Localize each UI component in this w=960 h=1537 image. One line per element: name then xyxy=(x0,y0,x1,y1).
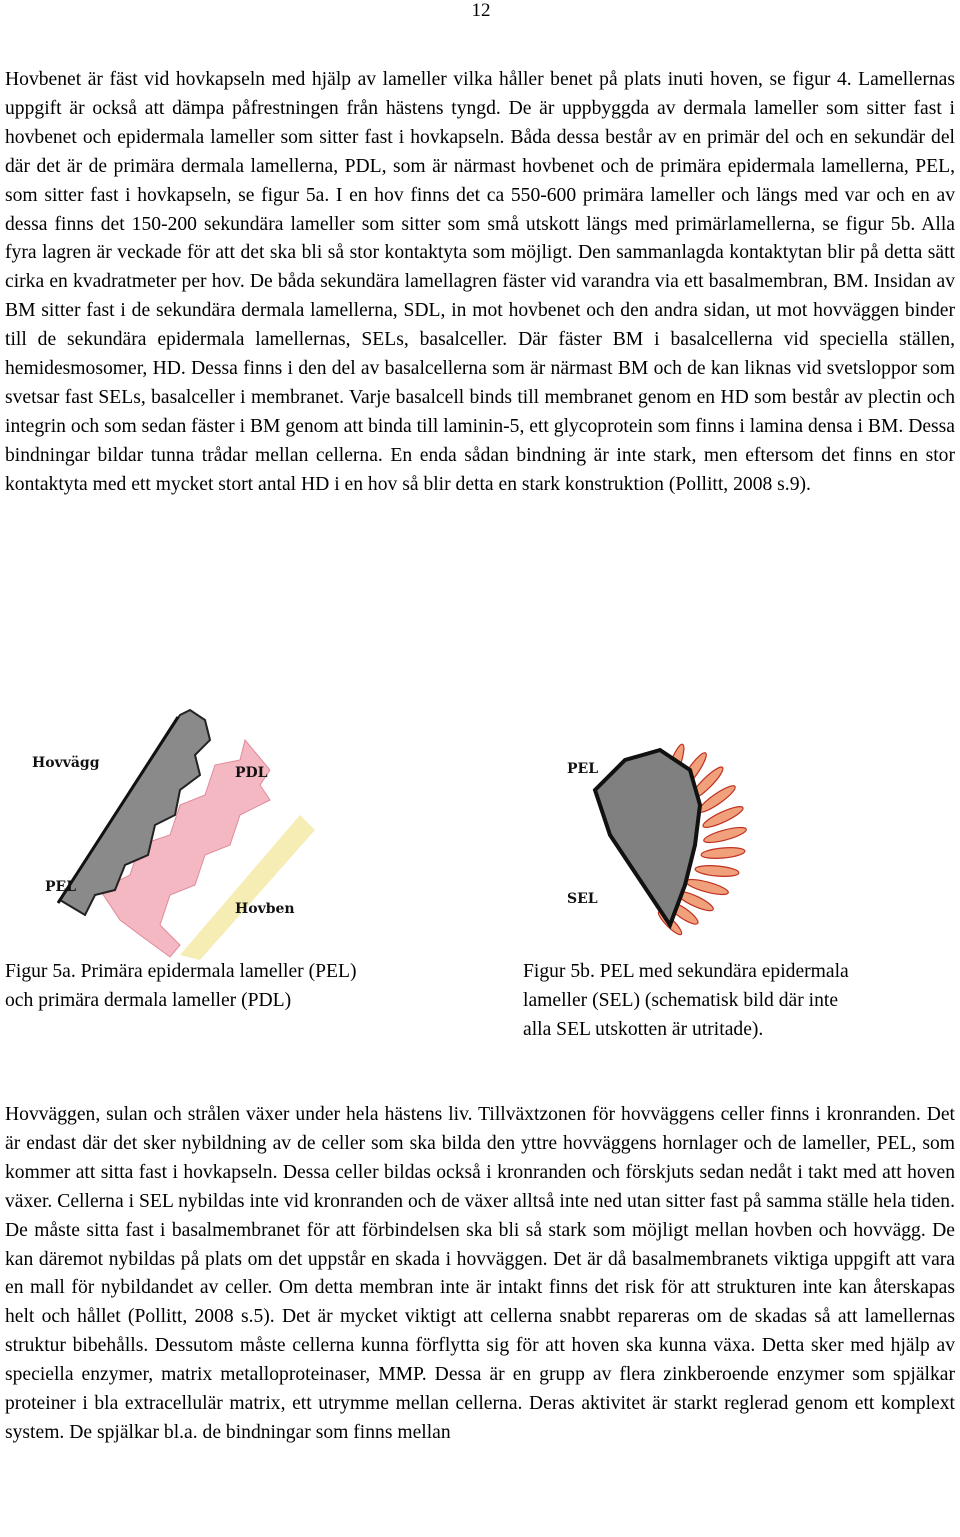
figure-5b-caption-line-1: Figur 5b. PEL med sekundära epidermala xyxy=(523,961,849,982)
label-hovvagg: Hovvägg xyxy=(32,755,100,771)
figure-5a-caption-line-1: Figur 5a. Primära epidermala lameller (PEL) xyxy=(5,961,357,982)
page-number: 12 xyxy=(471,0,491,21)
figure-5b-caption-line-2: lameller (SEL) (schematisk bild där inte xyxy=(523,990,839,1011)
body-paragraph-1: Hovbenet är fäst vid hovkapseln med hjälp av lameller vilka håller benet på plats inuti hoven, se figur 4. Lamellernas uppgift är också att dämpa påfrestningen från hästens tyngd. De är uppbyggda av dermala lameller som sitter fast i hovbenet och epidermala lameller som sitter fast i hovkapseln. Båda dessa består av en primär del och en sekundär del där det är de primära dermala lamellerna, PDL, som är närmast hovbenet och de primära epidermala lamellerna, PEL, som sitter fast i hovkapseln, se figur 5a. I en hov finns det ca 550-600 primära lameller och längs med var och en av dessa finns det 150-200 sekundära lameller som sitter som små utskott längs med primärlamellerna, se figur 5b. Alla fyra lagren är veckade för att det ska bli så stor kontaktyta som möjligt. Den sammanlagda kontaktytan blir på detta sätt cirka en kvadratmeter per hov. De båda sekundära lamellagren fäster vid varandra via ett basalmembran, BM. Insidan av BM sitter fast i de sekundära dermala lamellerna, SDL, in mot hovbenet och den andra sidan, ut mot hovväggen binder till de sekundära epidermala lamellernas, SELs, basalceller. Där fäster BM i basalcellerna vid speciella ställen, hemidesmosomer, HD. Dessa finns i den del av basalcellerna som är närmast BM och de kan liknas vid svetsloppor som svetsar fast SELs, basalceller i membranet. Varje basalcell binds till membranet genom en HD som består av plectin och integrin och som sedan fäster i BM genom att binda till laminin-5, ett glycoprotein som finns i lamina densa i BM. Dessa bindningar bildar tunna trådar mellan cellerna. En enda sådan bindning är inte stark, men eftersom det finns en stor kontaktyta med ett mycket stort antal HD i en hov så blir detta en stark konstruktion (Pollitt, 2008 s.9). xyxy=(5,69,955,495)
figure-5b-caption-line-3: alla SEL utskotten är utritade). xyxy=(523,1019,764,1040)
figure-5b-diagram xyxy=(555,735,755,940)
figure-5a-caption-line-2: och primära dermala lameller (PDL) xyxy=(5,990,292,1011)
figure-5a-svg xyxy=(30,705,330,960)
figure-5b-caption xyxy=(523,957,955,1044)
body-paragraph-2: Hovväggen, sulan och strålen växer under hela hästens liv. Tillväxtzonen för hovväggens celler finns i kronranden. Det är endast där det sker nybildning av de celler som ska bilda den yttre hovväggens hornlager och de lameller, PEL, som kommer att sitta fast i hovkapseln. Dessa celler bildas också i kronranden och förskjuts sedan nedåt i takt med att hoven växer. Cellerna i SEL nybildas inte vid kronranden och de växer alltså inte ned utan sitter fast på samma ställe hela tiden. De måste sitta fast i basalmembranet för att förbindelsen ska bli så stark som möjligt mellan hovben och hovvägg. De kan däremot nybildas på plats om det uppstår en skada i hovväggen. Det är då basalmembranets viktiga uppgift att vara en mall för nybildandet av celler. Om detta membran inte är intakt finns det risk för att strukturen inte kan återskapas helt och hållet (Pollitt, 2008 s.5). Det är mycket viktigt att cellerna snabbt repareras om de skadas så att lamellernas struktur bibehålls. Dessutom måste cellerna kunna förflytta sig för att hoven ska kunna växa. Detta sker med hjälp av speciella enzymer, matrix metalloproteinaser, MMP. Dessa är en grupp av flera zinkberoende enzymer som spjälkar proteiner i bla extracellulär matrix, ett utrymme mellan cellerna. Deras aktivitet är starkt reglerad genom ett komplext system. De spjälkar bl.a. de bindningar som finns mellan xyxy=(5,1104,955,1443)
label-hovben: Hovben xyxy=(235,901,295,917)
figure-5b-svg xyxy=(555,735,755,940)
label-pel-5b: PEL xyxy=(567,761,599,777)
label-pdl: PDL xyxy=(235,765,268,781)
label-pel: PEL xyxy=(45,879,77,895)
figure-5a-diagram xyxy=(30,705,330,960)
figure-5a-caption xyxy=(5,957,475,1015)
label-sel: SEL xyxy=(567,891,598,907)
